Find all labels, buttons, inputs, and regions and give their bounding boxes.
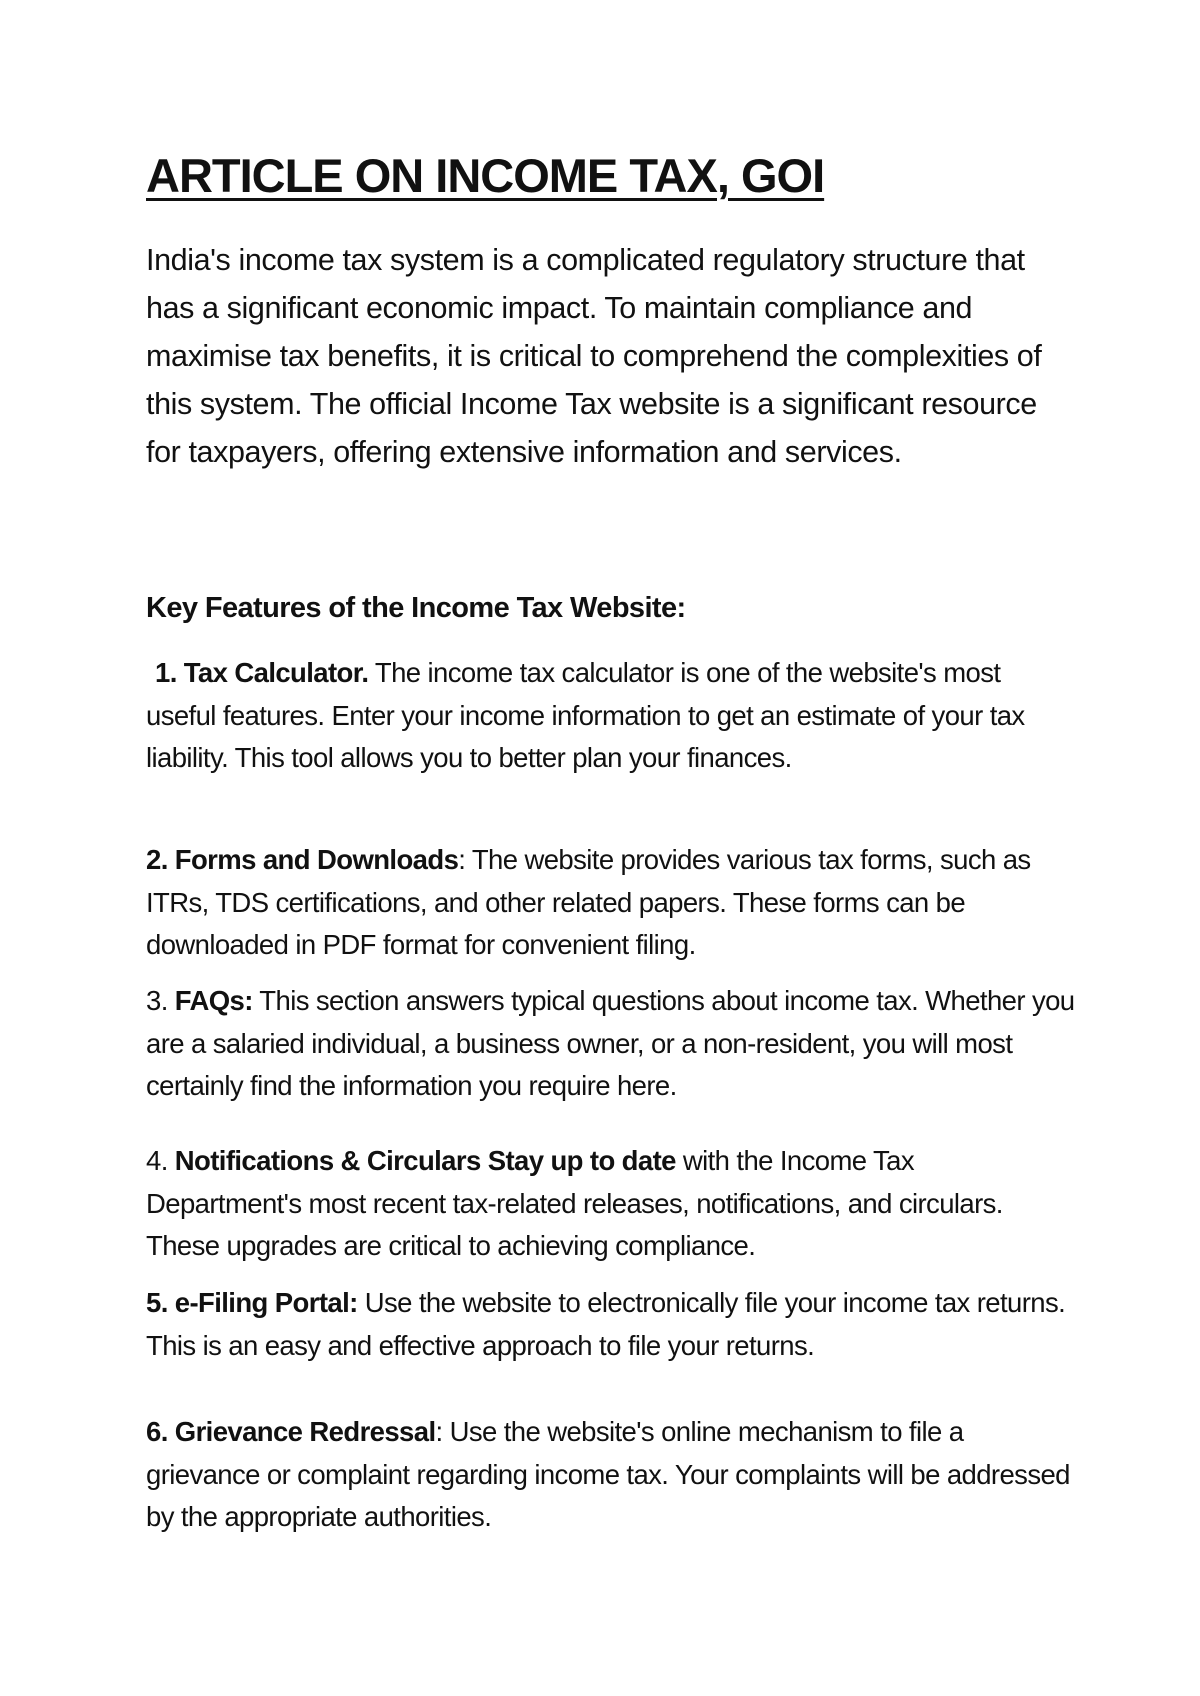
feature-label: 2. Forms and Downloads [146, 844, 459, 875]
feature-label: Notifications & Circulars Stay up to date [174, 1145, 676, 1176]
feature-item-tax-calculator [146, 652, 1076, 780]
feature-item-notifications [146, 1140, 1076, 1268]
feature-text: : Use the website's online mechanism to file a grievance or complaint regarding income tax. Your complaints will be addressed by the appropriate authorities. [146, 1416, 1070, 1532]
feature-text: with the Income Tax Department's most recent tax-related releases, notifications, and circulars. These upgrades are critical to achieving compliance. [146, 1145, 1003, 1261]
feature-text: : The website provides various tax forms, such as ITRs, TDS certifications, and other related papers. These forms can be downloaded in PDF format for convenient filing. [146, 844, 1031, 960]
feature-text: The income tax calculator is one of the website's most useful features. Enter your income information to get an estimate of your tax liability. This tool allows you to better plan your finances. [146, 657, 1025, 773]
feature-item-faqs [146, 980, 1076, 1108]
feature-item-efiling [146, 1282, 1076, 1367]
features-heading: Key Features of the Income Tax Website: [146, 592, 686, 624]
feature-number: 3. [146, 985, 175, 1016]
feature-item-forms-downloads [146, 839, 1076, 967]
page-title: ARTICLE ON INCOME TAX, GOI [146, 149, 825, 202]
feature-item-grievance [146, 1411, 1076, 1539]
feature-text: This section answers typical questions about income tax. Whether you are a salaried individual, a business owner, or a non-resident, you will most certainly find the information you require here. [146, 985, 1075, 1101]
feature-label: 1. Tax Calculator. [155, 657, 369, 688]
feature-label: 5. e-Filing Portal: [146, 1287, 358, 1318]
feature-label: FAQs: [174, 985, 253, 1016]
feature-label: 6. Grievance Redressal [146, 1416, 436, 1447]
feature-text: Use the website to electronically file your income tax returns. This is an easy and effective approach to file your returns. [146, 1287, 1066, 1361]
intro-paragraph: India's income tax system is a complicated regulatory structure that has a significant economic impact. To maintain compliance and maximise tax benefits, it is critical to comprehend the complexities of this system. The official Income Tax website is a significant resource for taxpayers, offering extensive information and services. [146, 243, 1042, 469]
feature-number: 4. [146, 1145, 175, 1176]
